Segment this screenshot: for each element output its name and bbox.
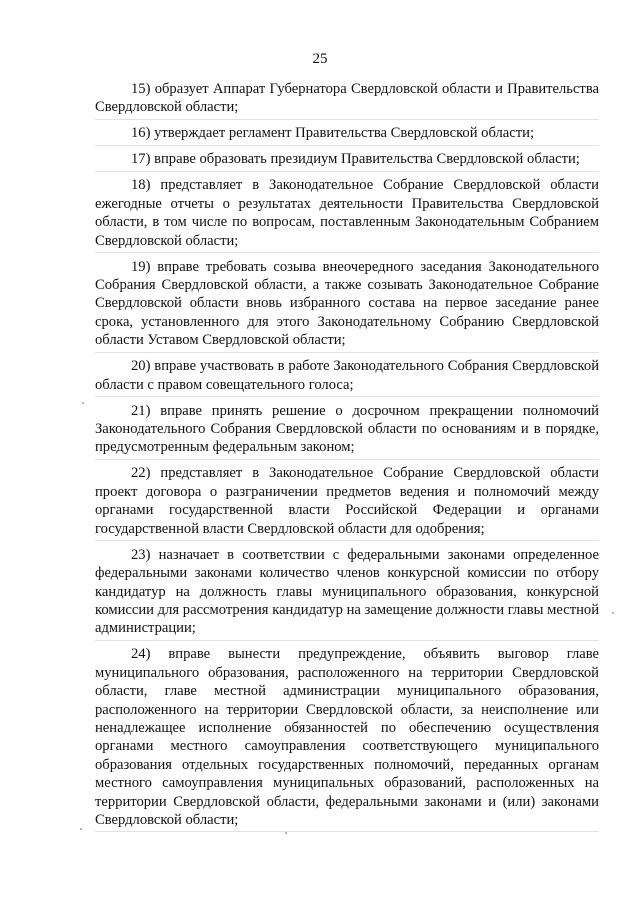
list-item: 24) вправе вынести предупреждение, объявить выговор главе муниципального образования, расположенного на территории Свердловской области, главе местной администрации муниципального образования, расположенного на территории Свердловской области, за неисполнение или ненадлежащее исполнение обязанностей по обеспечению осуществления органами местного самоуправления соответствующего муниципального образования отдельных государственных полномочий, переданных органам местного самоуправления муниципальных образований, расположенных на территории Свердловской области, федеральными законами и (или) законами Свердловской области;: [95, 645, 599, 832]
scan-speck: [82, 402, 84, 404]
list-item: 20) вправе участвовать в работе Законодательного Собрания Свердловской области с правом совещательного голоса;: [95, 357, 599, 397]
scan-speck: [285, 832, 287, 834]
list-item: 21) вправе принять решение о досрочном прекращении полномочий Законодательного Собрания Свердловской области по основаниям и в порядке, предусмотренным федеральным законом;: [95, 402, 599, 460]
list-item: 15) образует Аппарат Губернатора Свердловской области и Правительства Свердловской области;: [95, 80, 599, 120]
list-item: 22) представляет в Законодательное Собрание Свердловской области проект договора о разграничении предметов ведения и полномочий между органами государственной власти Российской Федерации и органами государственной власти Свердловской области для одобрения;: [95, 464, 599, 541]
list-item: 17) вправе образовать президиум Правительства Свердловской области;: [95, 150, 599, 171]
list-item: 23) назначает в соответствии с федеральными законами определенное федеральными законами количество членов конкурсной комиссии по отбору кандидатур на должность главы муниципального образования, конкурсной комиссии для рассмотрения кандидатур на замещение должности главы местной администрации;: [95, 546, 599, 641]
scan-speck: [80, 828, 82, 830]
list-item: 16) утверждает регламент Правительства Свердловской области;: [95, 124, 599, 145]
list-item: 19) вправе требовать созыва внеочередного заседания Законодательного Собрания Свердловской области, а также созывать Законодательное Собрание Свердловской области вновь избранного состава на первое заседание ранее срока, установленного для этого Законодательному Собранию Свердловской области Уставом Свердловской области;: [95, 258, 599, 353]
page-number: 25: [312, 51, 328, 67]
page-content: [95, 80, 599, 837]
scan-speck: [612, 612, 614, 614]
list-item: 18) представляет в Законодательное Собрание Свердловской области ежегодные отчеты о результатах деятельности Правительства Свердловской области, в том числе по вопросам, поставленным Законодательным Собранием Свердловской области;: [95, 176, 599, 253]
